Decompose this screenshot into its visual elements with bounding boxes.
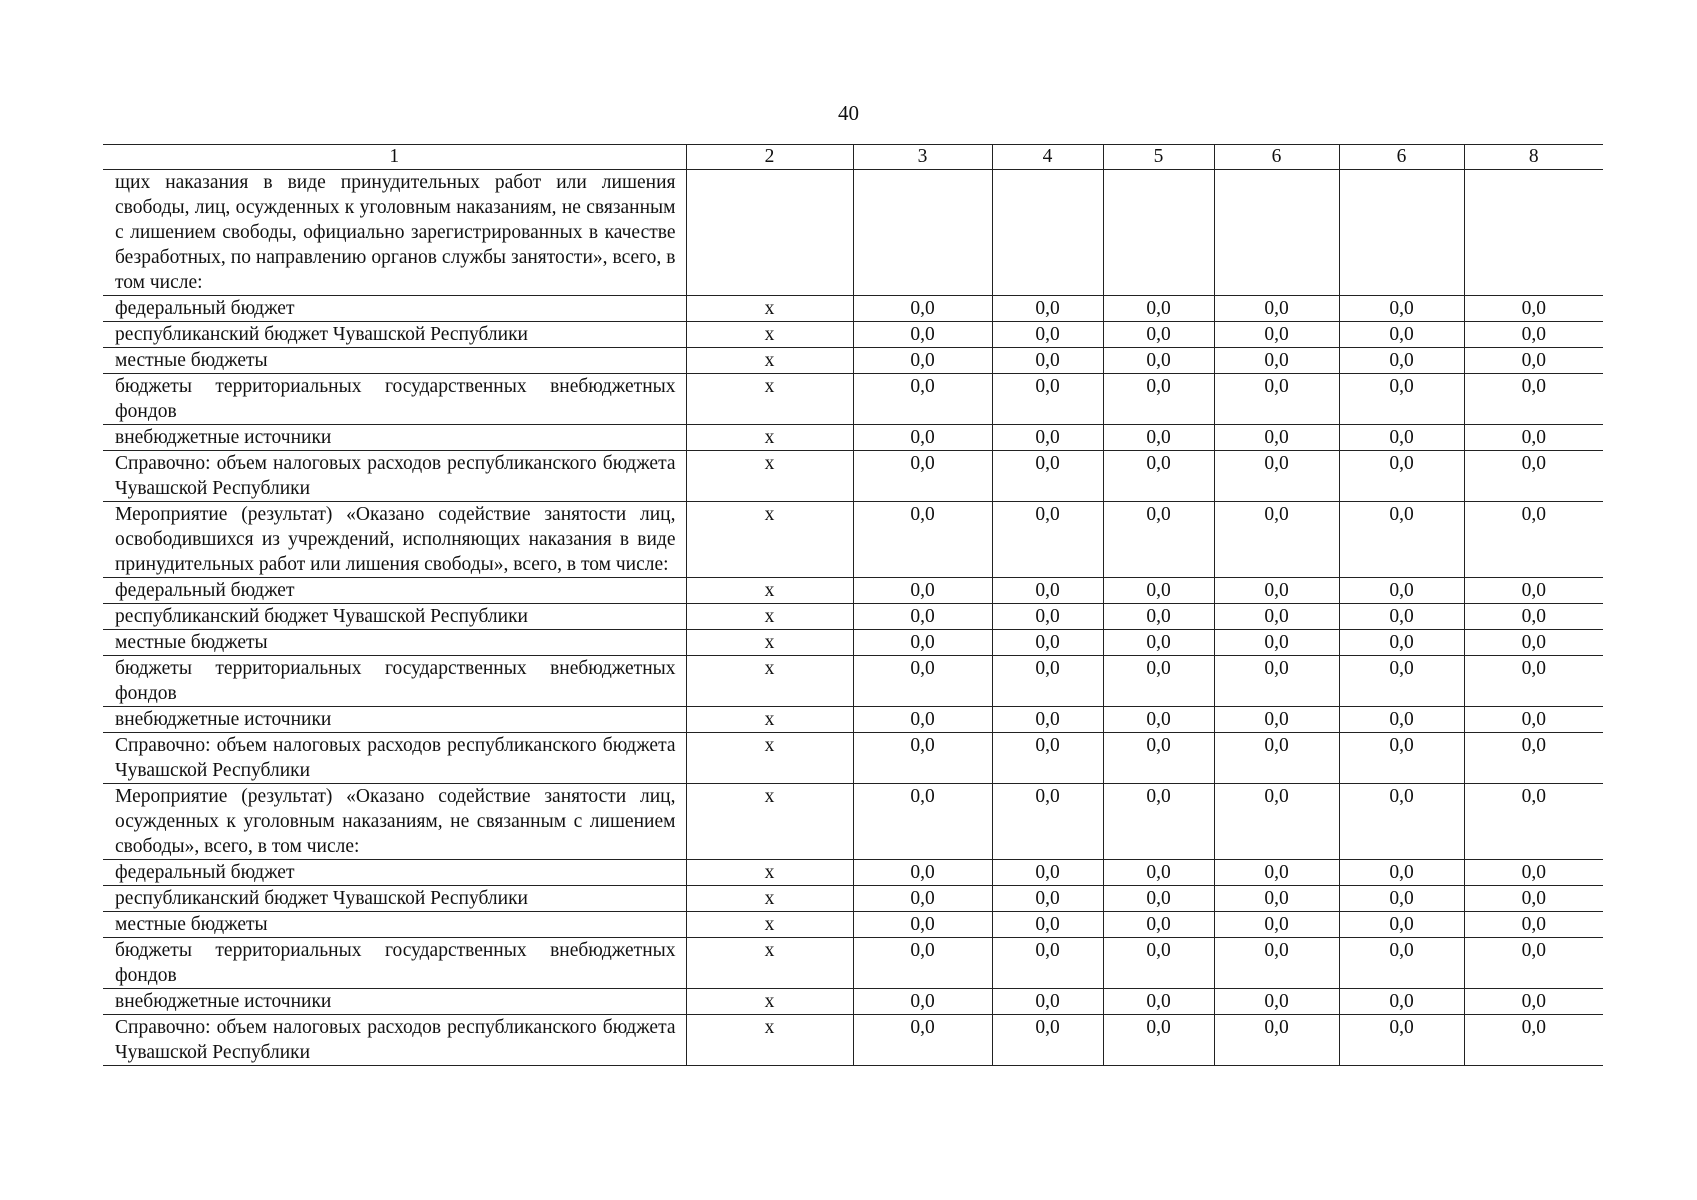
table-row [103,656,1603,707]
row-value-col-3: 0,0 [853,630,992,656]
row-value-col-7: 0,0 [1339,425,1464,451]
row-label: республиканский бюджет Чувашской Республики [103,886,686,912]
table-row [103,502,1603,578]
row-label: щих наказания в виде принудительных работ или лишения свободы, лиц, осужденных к уголовным наказаниям, не связанным с лишением свободы, официально зарегистрированных в качестве безработных, по направлению органов службы занятости», всего, в том числе: [103,170,686,296]
row-value-col-8: 0,0 [1464,630,1603,656]
row-label: внебюджетные источники [103,425,686,451]
row-value-col-2: x [686,707,853,733]
row-value-col-8: 0,0 [1464,707,1603,733]
row-value-col-8: 0,0 [1464,784,1603,860]
row-value-col-6: 0,0 [1214,604,1339,630]
budget-table [103,144,1603,1066]
row-value-col-3: 0,0 [853,1015,992,1066]
row-value-col-5: 0,0 [1103,502,1214,578]
row-value-col-4: 0,0 [992,425,1103,451]
row-label: бюджеты территориальных государственных внебюджетных фондов [103,938,686,989]
row-value-col-8: 0,0 [1464,886,1603,912]
column-header-1: 1 [103,145,686,170]
row-value-col-4: 0,0 [992,374,1103,425]
row-value-col-6: 0,0 [1214,860,1339,886]
table-row [103,938,1603,989]
row-value-col-3: 0,0 [853,886,992,912]
row-value-col-2: x [686,733,853,784]
row-value-col-8: 0,0 [1464,502,1603,578]
table-row [103,707,1603,733]
table-row [103,912,1603,938]
table-row [103,425,1603,451]
row-value-col-2: x [686,784,853,860]
row-value-col-3: 0,0 [853,348,992,374]
row-value-col-8: 0,0 [1464,425,1603,451]
row-value-col-6: 0,0 [1214,630,1339,656]
row-value-col-3: 0,0 [853,322,992,348]
row-label: бюджеты территориальных государственных внебюджетных фондов [103,656,686,707]
table-row [103,170,1603,296]
row-value-col-8: 0,0 [1464,656,1603,707]
row-value-col-5: 0,0 [1103,374,1214,425]
row-value-col-2: x [686,989,853,1015]
row-value-col-3: 0,0 [853,296,992,322]
row-value-col-2: x [686,296,853,322]
row-value-col-7: 0,0 [1339,502,1464,578]
row-value-col-8: 0,0 [1464,733,1603,784]
row-value-col-7: 0,0 [1339,630,1464,656]
row-value-col-3: 0,0 [853,374,992,425]
row-value-col-6: 0,0 [1214,296,1339,322]
row-value-col-6: 0,0 [1214,707,1339,733]
row-label: федеральный бюджет [103,578,686,604]
row-value-col-6: 0,0 [1214,451,1339,502]
row-value-col-2: x [686,374,853,425]
row-value-col-6: 0,0 [1214,733,1339,784]
row-value-col-4: 0,0 [992,1015,1103,1066]
row-label: местные бюджеты [103,348,686,374]
row-value-col-8: 0,0 [1464,912,1603,938]
row-value-col-8: 0,0 [1464,578,1603,604]
row-value-col-5: 0,0 [1103,784,1214,860]
row-value-col-4: 0,0 [992,630,1103,656]
row-value-col-6: 0,0 [1214,938,1339,989]
table-row [103,1015,1603,1066]
row-value-col-6: 0,0 [1214,1015,1339,1066]
row-value-col-6: 0,0 [1214,322,1339,348]
table-row [103,374,1603,425]
row-value-col-5: 0,0 [1103,733,1214,784]
row-value-col-8: 0,0 [1464,451,1603,502]
row-value-col-5: 0,0 [1103,348,1214,374]
row-value-col-7: 0,0 [1339,912,1464,938]
row-value-col-7: 0,0 [1339,938,1464,989]
row-value-col-6: 0,0 [1214,912,1339,938]
column-header-6: 6 [1214,145,1339,170]
row-value-col-3: 0,0 [853,989,992,1015]
row-value-col-8: 0,0 [1464,322,1603,348]
row-label: местные бюджеты [103,630,686,656]
row-value-col-3: 0,0 [853,604,992,630]
row-value-col-5: 0,0 [1103,425,1214,451]
row-value-col-3: 0,0 [853,451,992,502]
row-value-col-4: 0,0 [992,733,1103,784]
row-value-col-3: 0,0 [853,912,992,938]
row-value-col-2: x [686,425,853,451]
row-value-col-5: 0,0 [1103,578,1214,604]
row-value-col-4: 0,0 [992,656,1103,707]
row-label: бюджеты территориальных государственных внебюджетных фондов [103,374,686,425]
row-value-col-8: 0,0 [1464,348,1603,374]
row-label: Справочно: объем налоговых расходов республиканского бюджета Чувашской Республики [103,1015,686,1066]
row-value-col-2: x [686,502,853,578]
row-value-col-5: 0,0 [1103,296,1214,322]
row-value-col-7: 0,0 [1339,886,1464,912]
row-value-col-6: 0,0 [1214,656,1339,707]
row-value-col-4: 0,0 [992,707,1103,733]
row-value-col-5: 0,0 [1103,938,1214,989]
column-header-5: 5 [1103,145,1214,170]
table-row [103,630,1603,656]
row-value-col-5: 0,0 [1103,451,1214,502]
row-value-col-5: 0,0 [1103,707,1214,733]
table-row [103,860,1603,886]
row-value-col-2 [686,170,853,296]
row-value-col-8: 0,0 [1464,604,1603,630]
row-value-col-2: x [686,630,853,656]
row-value-col-5: 0,0 [1103,860,1214,886]
row-value-col-3: 0,0 [853,707,992,733]
table-row [103,886,1603,912]
row-value-col-8: 0,0 [1464,1015,1603,1066]
row-value-col-4: 0,0 [992,860,1103,886]
table-row [103,578,1603,604]
row-value-col-3: 0,0 [853,938,992,989]
row-value-col-7: 0,0 [1339,860,1464,886]
table-row [103,784,1603,860]
row-value-col-8: 0,0 [1464,296,1603,322]
row-value-col-5: 0,0 [1103,656,1214,707]
row-value-col-2: x [686,451,853,502]
row-label: республиканский бюджет Чувашской Республики [103,322,686,348]
row-value-col-3: 0,0 [853,733,992,784]
table-row [103,322,1603,348]
table-row [103,348,1603,374]
row-value-col-4: 0,0 [992,322,1103,348]
row-value-col-5: 0,0 [1103,912,1214,938]
row-value-col-2: x [686,860,853,886]
row-value-col-5 [1103,170,1214,296]
row-value-col-5: 0,0 [1103,630,1214,656]
row-value-col-3: 0,0 [853,578,992,604]
row-value-col-5: 0,0 [1103,1015,1214,1066]
row-value-col-2: x [686,1015,853,1066]
column-header-3: 3 [853,145,992,170]
row-value-col-2: x [686,886,853,912]
header-row [103,145,1603,170]
row-value-col-4: 0,0 [992,604,1103,630]
row-value-col-4 [992,170,1103,296]
row-value-col-3: 0,0 [853,860,992,886]
table-row [103,604,1603,630]
row-value-col-7: 0,0 [1339,451,1464,502]
table-header [103,145,1603,170]
row-value-col-4: 0,0 [992,502,1103,578]
row-value-col-7: 0,0 [1339,989,1464,1015]
row-value-col-8: 0,0 [1464,938,1603,989]
row-value-col-2: x [686,578,853,604]
row-value-col-7: 0,0 [1339,1015,1464,1066]
row-value-col-3: 0,0 [853,784,992,860]
row-value-col-2: x [686,938,853,989]
row-value-col-6: 0,0 [1214,348,1339,374]
row-label: Справочно: объем налоговых расходов республиканского бюджета Чувашской Республики [103,451,686,502]
row-value-col-8: 0,0 [1464,989,1603,1015]
row-value-col-2: x [686,322,853,348]
row-value-col-7 [1339,170,1464,296]
row-label: республиканский бюджет Чувашской Республики [103,604,686,630]
row-value-col-4: 0,0 [992,912,1103,938]
row-value-col-3 [853,170,992,296]
column-header-8: 8 [1464,145,1603,170]
row-value-col-8: 0,0 [1464,860,1603,886]
row-value-col-6 [1214,170,1339,296]
row-label: Мероприятие (результат) «Оказано содействие занятости лиц, осужденных к уголовным наказаниям, не связанным с лишением свободы», всего, в том числе: [103,784,686,860]
row-value-col-7: 0,0 [1339,604,1464,630]
row-value-col-6: 0,0 [1214,784,1339,860]
table-row [103,451,1603,502]
row-label: федеральный бюджет [103,296,686,322]
column-header-4: 4 [992,145,1103,170]
row-label: внебюджетные источники [103,707,686,733]
row-value-col-7: 0,0 [1339,707,1464,733]
row-label: внебюджетные источники [103,989,686,1015]
row-value-col-7: 0,0 [1339,374,1464,425]
row-value-col-6: 0,0 [1214,374,1339,425]
row-value-col-4: 0,0 [992,348,1103,374]
table-row [103,296,1603,322]
row-value-col-2: x [686,912,853,938]
row-value-col-4: 0,0 [992,784,1103,860]
row-value-col-2: x [686,656,853,707]
table-row [103,733,1603,784]
column-header-2: 2 [686,145,853,170]
row-value-col-7: 0,0 [1339,784,1464,860]
row-value-col-8: 0,0 [1464,374,1603,425]
row-value-col-5: 0,0 [1103,886,1214,912]
row-label: Справочно: объем налоговых расходов республиканского бюджета Чувашской Республики [103,733,686,784]
row-value-col-4: 0,0 [992,938,1103,989]
row-value-col-3: 0,0 [853,425,992,451]
row-value-col-4: 0,0 [992,451,1103,502]
column-header-7: 6 [1339,145,1464,170]
row-value-col-3: 0,0 [853,502,992,578]
row-value-col-6: 0,0 [1214,578,1339,604]
row-value-col-6: 0,0 [1214,989,1339,1015]
row-value-col-7: 0,0 [1339,733,1464,784]
row-value-col-6: 0,0 [1214,502,1339,578]
page-number: 40 [838,101,859,125]
row-value-col-7: 0,0 [1339,348,1464,374]
row-value-col-7: 0,0 [1339,322,1464,348]
row-value-col-6: 0,0 [1214,425,1339,451]
row-value-col-5: 0,0 [1103,604,1214,630]
row-value-col-5: 0,0 [1103,322,1214,348]
table-row [103,989,1603,1015]
row-value-col-5: 0,0 [1103,989,1214,1015]
row-value-col-4: 0,0 [992,886,1103,912]
row-value-col-7: 0,0 [1339,578,1464,604]
row-value-col-4: 0,0 [992,296,1103,322]
row-value-col-7: 0,0 [1339,296,1464,322]
row-label: федеральный бюджет [103,860,686,886]
table-body [103,170,1603,1066]
row-value-col-6: 0,0 [1214,886,1339,912]
row-value-col-4: 0,0 [992,578,1103,604]
row-label: местные бюджеты [103,912,686,938]
row-value-col-3: 0,0 [853,656,992,707]
row-value-col-2: x [686,604,853,630]
row-value-col-7: 0,0 [1339,656,1464,707]
row-value-col-4: 0,0 [992,989,1103,1015]
row-label: Мероприятие (результат) «Оказано содействие занятости лиц, освободившихся из учреждений, исполняющих наказания в виде принудительных работ или лишения свободы», всего, в том числе: [103,502,686,578]
row-value-col-2: x [686,348,853,374]
row-value-col-8 [1464,170,1603,296]
